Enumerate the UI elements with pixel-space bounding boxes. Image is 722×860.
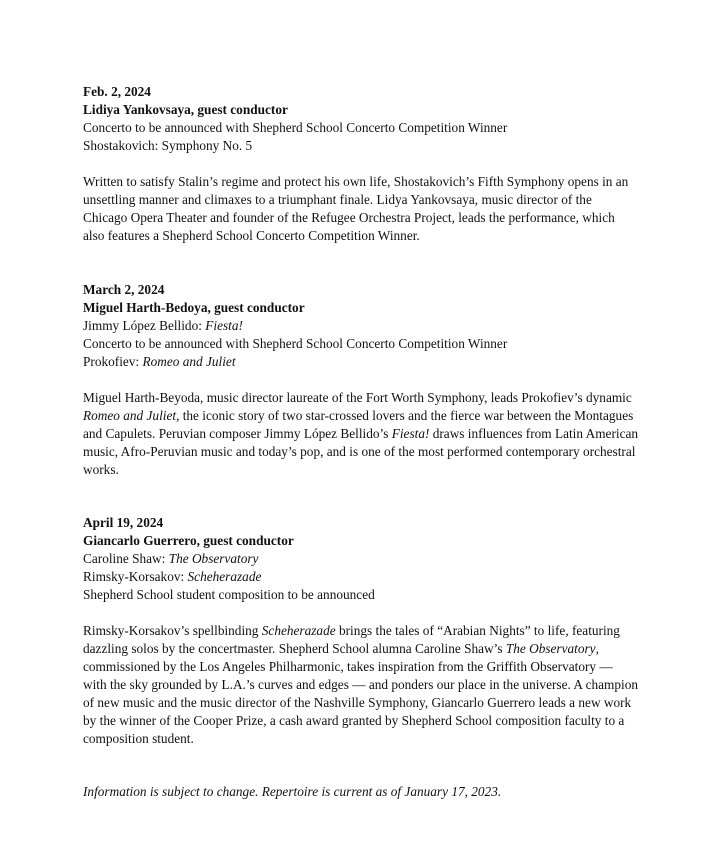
description-text: Miguel Harth-Beyoda, music director laureate of the Fort Worth Symphony, leads Prokofiev’s dynamic <box>83 390 632 405</box>
concert-description <box>83 622 639 748</box>
program-item-text: Shostakovich: Symphony No. 5 <box>83 138 253 153</box>
guest-conductor: Miguel Harth-Bedoya, guest conductor <box>83 300 305 315</box>
description-work-title: Romeo and Juliet <box>83 408 177 423</box>
description-work-title: Scheherazade <box>261 623 336 638</box>
program-composer: Rimsky-Korsakov: <box>83 569 188 584</box>
program-work-title: Scheherazade <box>187 569 262 584</box>
program-item <box>83 568 643 586</box>
concert-entry <box>83 281 643 479</box>
program-item <box>83 137 643 155</box>
program-item <box>83 550 643 568</box>
program-list <box>83 317 643 371</box>
program-item <box>83 586 643 604</box>
description-text: Rimsky-Korsakov’s spellbinding <box>83 623 262 638</box>
program-composer: Caroline Shaw: <box>83 551 169 566</box>
concert-date: March 2, 2024 <box>83 282 165 297</box>
description-text: brings the tales of “Arabian Nights” to life, featuring dazzling solos by the concertmaster. Shepherd School alumna Caroline Shaw’s <box>83 623 620 656</box>
concert-description <box>83 389 639 479</box>
program-list <box>83 119 643 155</box>
description-text: Written to satisfy Stalin’s regime and protect his own life, Shostakovich’s Fifth Symphony opens in an unsettling manner and climaxes to a triumphant finale. Lidya Yankovsaya, music director of the Chicago Opera Theater and founder of the Refugee Orchestra Project, leads the performance, which also features a Shepherd School Concerto Competition Winner. <box>83 174 629 243</box>
description-work-title: Fiesta! <box>391 426 430 441</box>
program-item-text: Shepherd School student composition to be announced <box>83 587 375 602</box>
program-item-text: Concerto to be announced with Shepherd School Concerto Competition Winner <box>83 336 508 351</box>
program-composer: Jimmy López Bellido: <box>83 318 206 333</box>
description-text: , the iconic story of two star-crossed lovers and the fierce war between the Montagues and Capulets. Peruvian composer Jimmy López Bellido’s <box>83 408 634 441</box>
description-work-title: The Observatory <box>505 641 596 656</box>
concert-date: Feb. 2, 2024 <box>83 84 151 99</box>
program-item <box>83 317 643 335</box>
program-item <box>83 335 643 353</box>
program-item-text: Concerto to be announced with Shepherd School Concerto Competition Winner <box>83 120 508 135</box>
concert-date: April 19, 2024 <box>83 515 164 530</box>
concert-entry <box>83 514 643 748</box>
program-work-title: Romeo and Juliet <box>142 354 236 369</box>
disclaimer-note: Information is subject to change. Repertoire is current as of January 17, 2023. <box>83 784 502 799</box>
program-composer: Prokofiev: <box>83 354 143 369</box>
description-text: draws influences from Latin American music, Afro-Peruvian music and today’s pop, and is one of the most performed contemporary orchestral works. <box>83 426 639 477</box>
concert-entry <box>83 83 643 245</box>
program-work-title: The Observatory <box>168 551 259 566</box>
program-list <box>83 550 643 604</box>
program-item <box>83 119 643 137</box>
guest-conductor: Lidiya Yankovsaya, guest conductor <box>83 102 288 117</box>
program-item <box>83 353 643 371</box>
program-work-title: Fiesta! <box>205 318 243 333</box>
guest-conductor: Giancarlo Guerrero, guest conductor <box>83 533 294 548</box>
description-text: , commissioned by the Los Angeles Philharmonic, takes inspiration from the Griffith Observatory — with the sky grounded by L.A.’s curves and edges — and ponders our place in the universe. A champion of new music and the music director of the Nashville Symphony, Giancarlo Guerrero leads a new work by the winner of the Cooper Prize, a cash award granted by Shepherd School composition faculty to a composition student. <box>83 641 639 746</box>
concert-description <box>83 173 639 245</box>
